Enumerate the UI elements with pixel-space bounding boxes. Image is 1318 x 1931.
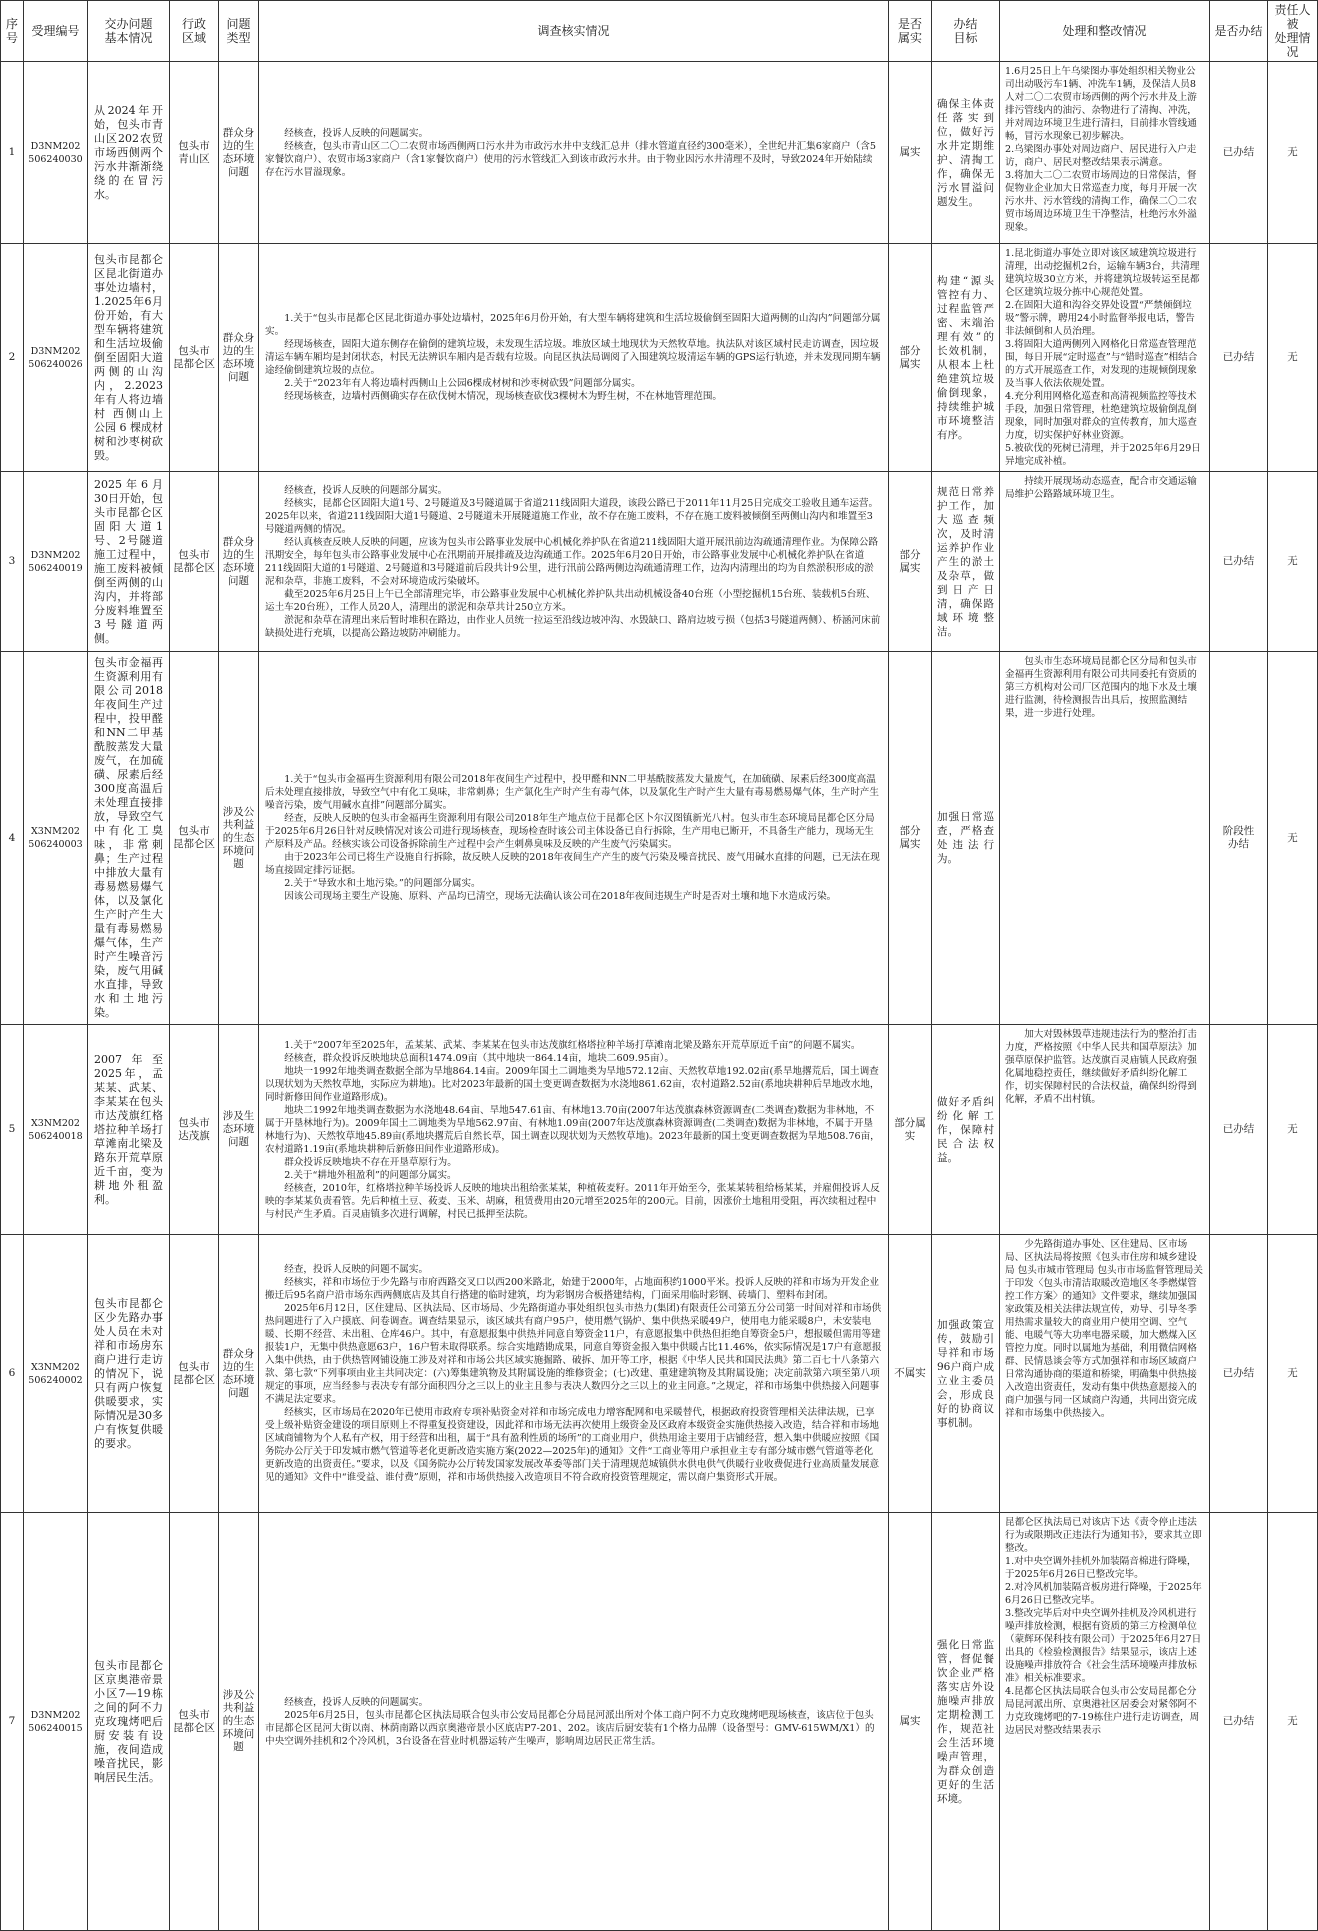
row-number: 2 [1, 244, 24, 472]
table-row [1, 1235, 1318, 1513]
closure-goal: 规范日常养护工作，加大巡查频次，及时清运养护作业产生的淤土及杂草，做到日产日清，确保路域环境整洁。 [932, 472, 1000, 652]
handling-rectification-paragraph: 5.被砍伐的死树已清理，并于2025年6月29日异地完成补植。 [1005, 443, 1201, 467]
closure-goal: 加强日常巡查，严格查处违法行为。 [932, 652, 1000, 1025]
handling-rectification-paragraph: 加大对毁林毁草违规违法行为的整治打击力度，严格按照《中华人民共和国草原法》加强草原保护监管。达茂旗百灵庙镇人民政府强化属地稳控责任，继续做好矛盾纠纷化解工作，切实保障村民的合法权益，确保纠纷得到化解，矛盾不出村镇。 [1005, 1029, 1197, 1105]
header-investigation: 调查核实情况 [259, 1, 889, 62]
investigation-details-paragraph: 经核查，2010年，红格塔拉种羊场投诉人反映的地块出租给张某某，种植莜麦籽。2011年开始至今，张某某转租给杨某某，并雇佣投诉人反映的李某某负责看管。先后种植土豆、莜麦、玉米、胡麻，租赁费用由20元增至2025年的200元。目前，因涨价土地租用受阻，再次续租过程中与村民产生矛盾。百灵庙镇多次进行调解，村民已抵押至法院。 [265, 1182, 880, 1220]
investigation-details-paragraph: 经核查，投诉人反映的问题属实。 [284, 127, 429, 139]
handling-rectification-paragraph: 1.昆北街道办事处立即对该区域建筑垃圾进行清理，出动挖掘机2台，运输车辆3台，共清理建筑垃圾30立方米，并将建筑垃圾转运至昆都仑区建筑垃圾分拣中心规范处置。 [1005, 248, 1200, 298]
header-punish: 责任人被 处理情况 [1268, 1, 1318, 62]
investigation-details-paragraph: 2.关于“导致水和土地污染。”的问题部分属实。 [284, 878, 481, 889]
investigation-details-paragraph: 经查，投诉人反映的问题不属实。 [284, 1264, 429, 1275]
issue-basic-info: 包头市金福再生资源利用有限公司2018年夜间生产过程中，投甲醛和NN二甲基酰胺蒸发大量废气，在加硫磺、尿素后经300度高温后未处理直接排放，导致空气中有化工臭味，非常刺鼻；生产过程中排放大量有毒易燃易爆气体，以及氯化生产时产生大量有毒易燃易爆气体，生产时产生噪音污染，废气用碱水直排，导致水和土地污染。 [88, 652, 170, 1025]
investigation-details-paragraph: 经查，反映人反映的包头市金福再生资源利用有限公司2018年生产地点位于昆都仑区卜尔汉图镇新光八村。包头市生态环境局昆都仑区分局于2025年6月26日针对反映情况对该公司进行现场核查，现场检查时该公司主体设备已自行拆除，生产用电已断开，不具备生产能力，现场无生产原料及产品。经核实该公司设备拆除前生产过程中会产生刺鼻臭味及反映的产生废气污染属实。 [265, 813, 875, 850]
investigation-details [259, 244, 889, 472]
handling-rectification-paragraph: 少先路街道办事处、区住建局、区市场局、区执法局将按照《包头市住房和城乡建设局 包头市城市管理局 包头市市场监督管理局关于印发〈包头市清洁取暖改造地区冬季燃煤管控工作方案〉的通知》文件要求，继续加强国家政策及相关法律法规宣传，劝导、引导冬季用热需求量较大的商业用户使用空调、空气能、电暖气等大功率电器采暖，加大燃煤入区管控力度。同时以属地为基础，利用微信网格群、民情恳谈会等方式加强祥和市场区域商户日常沟通协商的渠道和桥梁，明确集中供热接入改造出资责任，发动有集中供热意愿接入的商户加强与同一区域商户沟通，共同出资完成祥和市场集中供热接入。 [1005, 1239, 1203, 1419]
closure-goal: 确保主体责任落实到位，做好污水井定期维护、清掏工作，确保无污水冒溢问题发生。 [932, 62, 1000, 244]
header-id: 受理编号 [24, 1, 88, 62]
issue-type: 涉及公 共利益 的生态 环境问 题 [219, 652, 259, 1025]
responsible-person-handling: 无 [1268, 1025, 1318, 1235]
investigation-details-paragraph: 2.关于“2023年有人将边墙村西侧山上公园6棵成材树和沙枣树砍毁”问题部分属实。 [284, 378, 641, 389]
investigation-details [259, 1513, 889, 1931]
responsible-person-handling: 无 [1268, 244, 1318, 472]
handling-rectification-paragraph: 3.将加大二〇二农贸市场周边的日常保洁，督促物业企业加大日常巡查力度，每月开展一次污水井、污水管线的清掏工作，确保二〇二农贸市场周边环境卫生干净整洁，杜绝污水外溢现象。 [1005, 170, 1197, 233]
row-number: 1 [1, 62, 24, 244]
investigation-details-paragraph: 经核查，群众投诉反映地块总面积1474.09亩（其中地块一864.14亩，地块二609.95亩）。 [284, 1052, 675, 1064]
investigation-details-paragraph: 2025年6月12日，区住建局、区执法局、区市场局、少先路街道办事处组织包头市热力(集团)有限责任公司第五分公司第一时间对祥和市场供热问题进行了入户摸底、问卷调查。调查结果显示，该区域共有商户95户，使用燃气锅炉、集中供热采暖49户，使用电力能采暖8户，未安装电暖、长期不经营、未出租、仓库46户。其中，有意愿报集中供热并同意自筹资金11户，有意愿报集中供热但拒绝自筹资金5户，想报暖但需用等建报装1户，无集中供热意愿63户，16户暂未取得联系。综合实地踏勘成果，同意自筹资金报入集中供暖占比11.46%，依实际情况是17户有意愿报入集中供热，由于供热管网铺设施工涉及对祥和市场公共区域实施掘路、破拆、加开等工序，根据《中华人民共和国民法典》第二百七十八条第六款、第七款“下列事项由业主共同决定：(六)筹集建筑物及其附属设施的维修资金；(七)改建、重建建筑物及其附属设施；决定前款第六项至第八项规定的事项，应当经参与表决专有部分面积四分之三以上的业主且参与表决人数四分之三以上的业主同意。”之规定，祥和市场集中供热接入问题事不满足法定要求。 [265, 1303, 882, 1405]
issue-basic-info: 包头市昆都仑区少先路办事处人员在未对祥和市场房东商户进行走访的情况下，说只有两户恢复供暖要求，实际情况是30多户有恢复供暖的要求。 [88, 1235, 170, 1513]
is-closed: 已办结 [1210, 1513, 1268, 1931]
header-type: 问题 类型 [219, 1, 259, 62]
is-factual: 部分 属实 [889, 244, 932, 472]
header-process: 处理和整改情况 [1000, 1, 1210, 62]
is-factual: 部分 属实 [889, 652, 932, 1025]
closure-goal: 做好矛盾纠纷化解工作，保障村民合法权益。 [932, 1025, 1000, 1235]
admin-region: 包头市 青山区 [170, 62, 219, 244]
acceptance-id: D3NM202 506240019 [24, 472, 88, 652]
handling-rectification [1000, 244, 1210, 472]
handling-rectification [1000, 1513, 1210, 1931]
investigation-details-paragraph: 1.关于“包头市金福再生资源利用有限公司2018年夜间生产过程中，投甲醛和NN二甲基酰胺蒸发大量废气，在加硫磺、尿素后经300度高温后未处理直接排放，导致空气中有化工臭味，非常刺鼻；生产氯化生产时产生有毒气体，以及氯化生产时产生大量有毒易燃易爆气体，生产时产生噪音污染，废气用碱水直排”问题部分属实。 [265, 774, 879, 811]
responsible-person-handling: 无 [1268, 1235, 1318, 1513]
table-row [1, 244, 1318, 472]
row-number: 3 [1, 472, 24, 652]
header-no: 序号 [1, 1, 24, 62]
is-closed: 已办结 [1210, 472, 1268, 652]
issue-basic-info: 包头市昆都仑区昆北街道办事处边墙村，1.2025年6月份开始，有大型车辆将建筑和生活垃圾偷倒至固阳大道两侧的山沟内，2.2023年有人将边墙村 西侧山上公园 6 棵成材树和沙枣树砍毁。 [88, 244, 170, 472]
investigation-details-paragraph: 经核实，祥和市场位于少先路与市府西路交叉口以西200米路北，始建于2000年，占地面积约1000平米。投诉人反映的祥和市场为开发企业搬迁后95名商户沿市场东西两侧底店及其自行搭建的临时建筑，均为彩钢房合板搭建结构，门面采用临时彩钢、砖墙门、塑料布封闭。 [265, 1277, 879, 1301]
handling-rectification-paragraph: 3.整改完毕后对中央空调外挂机及冷风机进行噪声排放检测，根据有资质的第三方检测单位（蒙辉环保科技有限公司）于2025年6月27日出具的《检验检测报告》结果显示，该店上述设施噪声排放符合《社会生活环境噪声排放标准》相关标准要求。 [1005, 1608, 1202, 1684]
responsible-person-handling: 无 [1268, 652, 1318, 1025]
responsible-person-handling: 无 [1268, 1513, 1318, 1931]
issue-type: 群众身 边的生 态环境 问题 [219, 1235, 259, 1513]
investigation-details-paragraph: 1.关于“包头市昆都仑区昆北街道办事处边墙村，2025年6月份开始，有大型车辆将建筑和生活垃圾偷倒至固阳大道两侧的山沟内”问题部分属实。 [265, 313, 881, 337]
admin-region: 包头市 昆都仑区 [170, 244, 219, 472]
header-basic: 交办问题 基本情况 [88, 1, 170, 62]
issue-type: 群众身 边的生 态环境 问题 [219, 472, 259, 652]
issue-type: 群众身 边的生 态环境 问题 [219, 244, 259, 472]
is-factual: 部分属 实 [889, 1025, 932, 1235]
table-row [1, 652, 1318, 1025]
acceptance-id: D3NM202 506240026 [24, 244, 88, 472]
row-number: 6 [1, 1235, 24, 1513]
closure-goal: 强化日常监管，督促餐饮企业严格落实店外设施噪声排放定期检测工作，规范社会生活环境噪声管理，为群众创造更好的生活环境。 [932, 1513, 1000, 1931]
acceptance-id: X3NM202 506240002 [24, 1235, 88, 1513]
investigation-details [259, 652, 889, 1025]
is-factual: 属实 [889, 62, 932, 244]
investigation-details-paragraph: 地块一1992年地类调查数据全部为旱地864.14亩。2009年国土二调地类为旱地572.12亩、天然牧草地192.02亩(系旱地撂荒后，国土调查以现状划为天然牧草地，实际应为耕地)。比对2023年最新的国土变更调查数据为水浇地861.62亩，农村道路2.52亩(系地块耕种后旱地改水地，同时新修田间作业道路形成)。 [265, 1065, 880, 1103]
handling-rectification [1000, 62, 1210, 244]
issue-type: 群众身 边的生 态环境 问题 [219, 62, 259, 244]
admin-region: 包头市 昆都仑区 [170, 1513, 219, 1931]
table-row [1, 1513, 1318, 1931]
table-row [1, 1025, 1318, 1235]
investigation-details-paragraph: 截至2025年6月25日上午已全部清理完毕，市公路事业发展中心机械化养护队共出动机械设备40台班（小型挖掘机15台班、装载机5台班、运土车20台班），工作人员20人，清理出的淤泥和杂草共计250立方米。 [265, 588, 876, 613]
issue-basic-info: 从2024年开始，包头市青山区202农贸市场西侧两个污水井渐渐绕绕的在冒污水。 [88, 62, 170, 244]
acceptance-id: D3NM202 506240030 [24, 62, 88, 244]
header-fact: 是否 属实 [889, 1, 932, 62]
admin-region: 包头市 达茂旗 [170, 1025, 219, 1235]
handling-rectification-paragraph: 持续开展现场动态巡查，配合市交通运输局维护公路路域环境卫生。 [1005, 476, 1197, 500]
investigation-details-paragraph: 经核实，区市场局在2020年已使用市政府专项补贴资金对祥和市场完成电力增容配网和电采暖替代，根据政府投资管理相关法律法规，已享受上级补贴资金建设的项目原则上不得重复投资建设，因此祥和市场无法再次使用上级资金及区政府本级资金实施供热接入改造，结合祥和市场地区域商铺物为个人私有产权，用于经营和出租，属于“具有盈利性质的场所”的工商业用户，供热用途主要用于店铺经营，想入集中供暖应按照《国务院办公厅关于印发城市燃气管道等老化更新改造实施方案(2022—2025年)的通知》文件“工商业等用户承担业主专有部分城市燃气管道等老化更新改造的出资责任。”要求，以及《国务院办公厅转发国家发展改革委等部门关于清理规范城镇供水供电供气供暖行业收费促进行业高质量发展意见的通知》文件中“谁受益、谁付费”原则，祥和市场供热接入改造项目不符合政府投资管理规定，需以商户集资形式开展。 [265, 1407, 880, 1483]
handling-rectification-paragraph: 1.对中央空调外挂机外加装隔音棉进行降噪，于2025年6月26日已整改完毕。 [1005, 1556, 1197, 1580]
investigation-details-paragraph: 1.关于“2007年至2025年，孟某某、武某、李某某在包头市达茂旗红格塔拉种羊场打草滩南北梁及路东开荒草原近千亩”的问题不属实。 [284, 1039, 861, 1051]
admin-region: 包头市 昆都仑区 [170, 1235, 219, 1513]
acceptance-id: D3NM202 506240015 [24, 1513, 88, 1931]
handling-rectification-paragraph: 2.乌梁图办事处对周边商户、居民进行入户走访，商户、居民对整改结果表示满意。 [1005, 144, 1197, 168]
investigation-details-paragraph: 经现场核查，固阳大道东侧存在偷倒的建筑垃圾，未发现生活垃圾。堆放区域土地现状为天然牧草地。执法队对该区域村民走访调查，因垃圾清运车辆车厢均是封闭状态，村民无法辨识车厢内是否载有垃圾。向昆区执法局调阅了入围建筑垃圾清运车辆的GPS运行轨迹，并未发现同期车辆途经偷倒建筑垃圾的点位。 [265, 339, 881, 376]
handling-rectification-paragraph: 包头市生态环境局昆都仑区分局和包头市金福再生资源利用有限公司共同委托有资质的第三方机构对公司厂区范围内的地下水及土壤进行监测，待检测报告出具后，按照监测结果，进一步进行处理。 [1005, 656, 1197, 719]
issue-type: 涉及生 态环境 问题 [219, 1025, 259, 1235]
table-row [1, 472, 1318, 652]
investigation-details-paragraph: 群众投诉反映地块不存在开垦草原行为。 [284, 1156, 457, 1168]
row-number: 4 [1, 652, 24, 1025]
closure-goal: 构建“源头管控有力、过程监管严密、末端治理有效”的长效机制，从根本上杜绝建筑垃圾偷倒现象，持续维护城市环境整洁有序。 [932, 244, 1000, 472]
issue-basic-info: 包头市昆都仑区京奥港帝景小区7—19栋之间的阿不力克玫瑰烤吧后厨安装有设施，夜间造成噪音扰民，影响居民生活。 [88, 1513, 170, 1931]
issue-basic-info: 2007年至2025年，孟某某、武某、李某某在包头市达茂旗红格塔拉种羊场打草滩南北梁及路东开荒草原近千亩，变为耕地外租盈利。 [88, 1025, 170, 1235]
responsible-person-handling: 无 [1268, 472, 1318, 652]
is-closed: 已办结 [1210, 62, 1268, 244]
investigation-details-paragraph: 经认真核查反映人反映的问题，应该为包头市公路事业发展中心机械化养护队在省道211线固阳大道开展汛前边沟疏通清理作业。为保障公路汛期安全，每年包头市公路事业发展中心在汛期前开展排疏及边沟疏通工作。2025年6月20日开始，市公路事业发展中心机械化养护队在省道211线固阳大道的1号隧道、2号隧道和3号隧道前后段共计9公里，进行汛前公路两侧边沟疏通清理工作，边沟内清理出的均为自然淤积形成的淤泥和杂草，非施工废料，不会对环境造成污染破坏。 [265, 536, 879, 587]
admin-region: 包头市 昆都仑区 [170, 652, 219, 1025]
investigation-details-paragraph: 经现场核查，边墙村西侧确实存在砍伐树木情况，现场核查砍伐3棵树木为野生树，不在林地管理范围。 [284, 391, 723, 402]
investigation-details [259, 1235, 889, 1513]
is-factual: 不属实 [889, 1235, 932, 1513]
investigation-details-paragraph: 2025年6月25日，包头市昆都仑区执法局联合包头市公安局昆都仑分局昆河派出所对个体工商户阿不力克玫瑰烤吧现场核查，该店位于包头市昆都仑区昆河大街以南、林荫南路以西京奥港帝景小区底店P7-201、202。该店后厨安装有1个格力品牌（设备型号：GMV-615WM/X1）的中央空调外挂机和2个冷风机，3台设备在营业时机器运转产生噪声，影响周边居民正常生活。 [265, 1709, 875, 1747]
is-factual: 属实 [889, 1513, 932, 1931]
is-factual: 部分 属实 [889, 472, 932, 652]
is-closed: 已办结 [1210, 1235, 1268, 1513]
issue-type: 涉及公 共利益 的生态 环境问 题 [219, 1513, 259, 1931]
investigation-details-paragraph: 由于2023年公司已将生产设施自行拆除，故反映人反映的2018年夜间生产产生的废气污染及噪音扰民、废气用碱水直排的问题，已无法在现场直接固定排污证据。 [265, 852, 880, 876]
acceptance-id: X3NM202 506240003 [24, 652, 88, 1025]
responsible-person-handling: 无 [1268, 62, 1318, 244]
header-closed: 是否办结 [1210, 1, 1268, 62]
handling-rectification-paragraph: 4.充分利用网格化巡查和高清视频监控等技术手段，加强日常管理，杜绝建筑垃圾偷倒乱倒现象，同时加强对群众的宣传教育，加大巡查力度，切实保护好林业资源。 [1005, 391, 1197, 441]
closure-goal: 加强政策宣传，鼓励引导祥和市场96户商户成立业主委员会，形成良好的协商议事机制。 [932, 1235, 1000, 1513]
handling-rectification-paragraph: 4.昆都仑区执法局联合包头市公安局昆都仑分局昆河派出所、京奥港社区居委会对紧邻阿不力克玫瑰烤吧的7-19栋住户进行走访调查，周边居民对整改结果表示 [1005, 1686, 1200, 1736]
handling-rectification [1000, 1025, 1210, 1235]
handling-rectification-paragraph: 2.在固阳大道和沟谷交界处设置“严禁倾倒垃圾”警示牌，聘用24小时监督举报电话，警告非法倾倒和人员治理。 [1005, 300, 1195, 337]
issue-basic-info: 2025年6月30日开始，包头市昆都仑区固阳大道1号、2号隧道施工过程中，施工废料被倾倒至两侧的山沟内，并将部分废料堆置至3号隧道两侧。 [88, 472, 170, 652]
investigation-details [259, 1025, 889, 1235]
handling-rectification [1000, 1235, 1210, 1513]
header-region: 行政 区域 [170, 1, 219, 62]
row-number: 5 [1, 1025, 24, 1235]
investigation-details-paragraph: 因该公司现场主要生产设施、原料、产品均已清空，现场无法确认该公司在2018年夜间违规生产时是否对土壤和地下水造成污染。 [284, 891, 837, 902]
is-closed: 已办结 [1210, 244, 1268, 472]
handling-rectification-paragraph: 3.将固阳大道两侧列入网格化日常巡查管理范围，每日开展“定时巡查”与“错时巡查”相结合的方式开展巡查工作，对发现的违规倾倒现象及当事人依法依规处置。 [1005, 339, 1198, 389]
is-closed: 阶段性 办结 [1210, 652, 1268, 1025]
investigation-details-paragraph: 地块二1992年地类调查数据为水浇地48.64亩、旱地547.61亩、有林地13.70亩(2007年达茂旗森林资源调查(二类调查)数据为非林地，不属于开垦林地行为)。2009年国土二调地类为旱地562.97亩、有林地1.09亩(2007年达茂旗森林资源调查(二类调查)数据为非林地，不属于开垦林地行为)、天然牧草地45.89亩(系地块撂荒后自然长草，国土调查以现状划为天然牧草地)。2023年最新的国土变更调查数据为旱地508.76亩，农村道路1.19亩(系地块耕种后新修田间作业道路形成)。 [265, 1104, 880, 1155]
acceptance-id: X3NM202 506240018 [24, 1025, 88, 1235]
investigation-details-paragraph: 经核查，包头市青山区二〇二农贸市场西侧两口污水井为市政污水井中支线汇总井（排水管道直径约300毫米），全世纪井汇集6家商户（含5家餐饮商户）、农贸市场3家商户（含1家餐饮商户）使用的污水管线汇入到该市政污水井。由于物业因污水井清理不及时，导致2024年开始陆续存在污水冒溢现象。 [265, 140, 876, 178]
investigation-details [259, 472, 889, 652]
handling-rectification-paragraph: 昆都仑区执法局已对该店下达《责令停止违法行为或限期改正违法行为通知书》，要求其立即整改。 [1005, 1517, 1202, 1554]
investigation-details-paragraph: 经核查，投诉人反映的问题部分属实。 [284, 484, 448, 496]
handling-rectification [1000, 652, 1210, 1025]
table-row [1, 62, 1318, 244]
handling-rectification-paragraph: 2.对冷风机加装隔音板房进行降噪，于2025年6月26日已整改完毕。 [1005, 1582, 1202, 1606]
admin-region: 包头市 昆都仑区 [170, 472, 219, 652]
handling-rectification-paragraph: 1.6月25日上午乌梁图办事处组织相关物业公司出动吸污车1辆、冲洗车1辆，及保洁人员8人对二〇二农贸市场西侧的两个污水井及上游排污管线内的油污、杂物进行了清掏、冲洗，并对周边环境卫生进行清扫，目前排水管线通畅，冒污水现象已初步解决。 [1005, 66, 1197, 142]
investigation-details-paragraph: 经核查，投诉人反映的问题属实。 [284, 1696, 429, 1708]
handling-rectification [1000, 472, 1210, 652]
investigation-details-paragraph: 经核实，昆都仑区固阳大道1号、2号隧道及3号隧道属于省道211线固阳大道段，该段公路已于2011年11月25日完成交工验收且通车运营。2025年以来，省道211线固阳大道1号隧道、2号隧道未开展隧道施工作业，故不存在施工废料，不存在施工废料被倾倒至两侧山沟内和堆置至3号隧道两侧的情况。 [265, 497, 879, 535]
row-number: 7 [1, 1513, 24, 1931]
investigation-details-paragraph: 淤泥和杂草在清理出来后暂时堆积在路边，由作业人员统一拉运至沿线边坡冲沟、水毁缺口、路肩边坡亏损（包括3号隧道两侧）、桥涵河床前缺损处进行充填，以提高公路边坡防冲刷能力。 [265, 614, 881, 639]
investigation-details-paragraph: 2.关于“耕地外租盈利”的问题部分属实。 [284, 1169, 457, 1181]
header-goal: 办结 目标 [932, 1, 1000, 62]
table-header-row [1, 1, 1318, 62]
investigation-details [259, 62, 889, 244]
is-closed: 已办结 [1210, 1025, 1268, 1235]
